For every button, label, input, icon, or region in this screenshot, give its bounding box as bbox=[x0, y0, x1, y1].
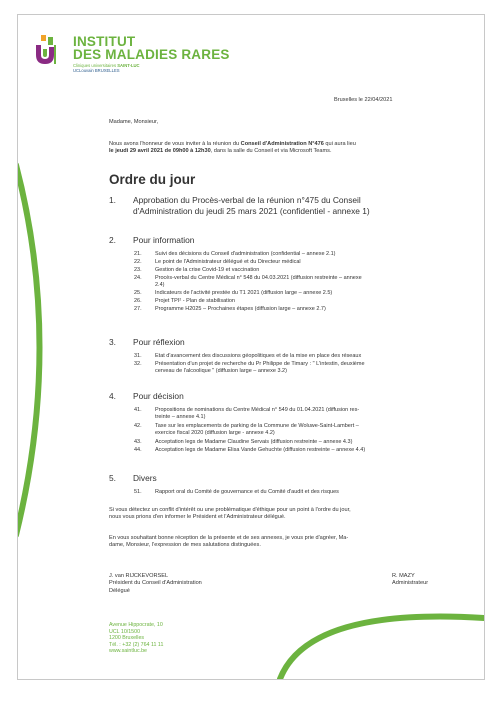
subitem-number: 23. bbox=[134, 267, 142, 273]
subitem-text bbox=[155, 489, 462, 496]
subitem-number: 25. bbox=[134, 290, 142, 296]
intro-meeting-date: le jeudi 29 avril 2021 de 09h00 à 12h30 bbox=[109, 148, 211, 155]
subitem-number: 43. bbox=[134, 439, 142, 445]
subitem-text bbox=[155, 439, 462, 446]
conflict-paragraph bbox=[109, 507, 469, 522]
subitem-number: 22. bbox=[134, 259, 142, 265]
signatory-role: Administrateur bbox=[392, 580, 429, 587]
signatory-name: R. MAZY bbox=[392, 573, 415, 579]
section-title: Pour décision bbox=[133, 391, 184, 401]
subitem-line: Suivi des décisions du Conseil d'administration (confidential – annexe 2.1) bbox=[155, 251, 336, 257]
section-title: Pour information bbox=[133, 235, 195, 245]
signatory-role: Président du Conseil d'Administration bbox=[109, 580, 202, 587]
subitem-number: 26. bbox=[134, 298, 142, 304]
signature-right bbox=[392, 573, 428, 588]
subitem-line: Rapport oral du Comité de gouvernance et du Comité d'audit et des risques bbox=[155, 489, 339, 495]
section-number: 4. bbox=[109, 391, 116, 401]
subitem-text bbox=[155, 290, 462, 297]
brand-line-1: INSTITUT bbox=[73, 34, 136, 49]
subitem-number: 44. bbox=[134, 447, 142, 453]
section-number: 5. bbox=[109, 473, 116, 483]
subitem-line: Acceptation legs de Madame Claudine Servais (diffusion restreinte – annexe 4.3) bbox=[155, 439, 353, 445]
closing-line: dame, Monsieur, l'expression de mes salutations distinguées. bbox=[109, 542, 261, 549]
closing-paragraph bbox=[109, 535, 469, 550]
intro-meeting-name: Conseil d'Administration N°476 bbox=[240, 141, 324, 147]
subitem-text bbox=[155, 353, 462, 360]
letter-page bbox=[17, 14, 485, 680]
address-line: Tél. : +32 (2) 764 11 11 bbox=[109, 641, 164, 648]
brand-affiliation: UCLouvain BRUXELLES bbox=[73, 68, 120, 73]
subitem-line: Acceptation legs de Madame Elisa Vande Gehuchte (diffusion restreinte – annexe 4.4) bbox=[155, 447, 366, 453]
salutation: Madame, Monsieur, bbox=[109, 119, 159, 125]
address-line: UCL 10/1500 bbox=[109, 628, 141, 635]
subitem-line: Procès-verbal du Centre Médical n° 548 du 04.03.2021 (diffusion restreinte – annexe bbox=[155, 275, 362, 281]
conflict-line: nous vous prions d'en informer le Président et l'Administrateur délégué. bbox=[109, 514, 286, 521]
subitem-line: exercice fiscal 2020 (diffusion large - annexe 4.2) bbox=[155, 430, 275, 436]
subitem-number: 51. bbox=[134, 489, 142, 495]
subitem-number: 42. bbox=[134, 423, 142, 429]
subitem-text bbox=[155, 298, 462, 305]
signatory-role: Délégué bbox=[109, 587, 130, 594]
intro-text-1: Nous avons l'honneur de vous inviter à la réunion du bbox=[109, 141, 241, 147]
subitem-line: Gestion de la crise Covid-19 et vaccination bbox=[155, 267, 260, 273]
institute-logo-icon bbox=[34, 35, 70, 65]
subitem-number: 41. bbox=[134, 407, 142, 413]
brand-block bbox=[73, 35, 230, 73]
subitem-text bbox=[155, 361, 462, 375]
subitem-number: 27. bbox=[134, 306, 142, 312]
subitem-line: Projet TPI² - Plan de stabilisation bbox=[155, 298, 235, 304]
agenda-item-line: Approbation du Procès-verbal de la réunion n°475 du Conseil bbox=[133, 195, 361, 205]
agenda-item-line: d'Administration du jeudi 25 mars 2021 (confidentiel - annexe 1) bbox=[133, 206, 370, 216]
address-block bbox=[109, 622, 163, 655]
agenda-item-text bbox=[133, 195, 463, 217]
section-title: Divers bbox=[133, 473, 157, 483]
signature-left bbox=[109, 573, 202, 595]
agenda-title: Ordre du jour bbox=[109, 172, 196, 187]
subitem-text bbox=[155, 407, 462, 421]
subitem-line: Le point de l'Administrateur délégué et du Directeur médical bbox=[155, 259, 301, 265]
subitem-line: Propositions de nominations du Centre Médical n° 549 du 01.04.2021 (diffusion res- bbox=[155, 407, 360, 413]
subitem-text bbox=[155, 259, 462, 266]
section-number: 2. bbox=[109, 235, 116, 245]
conflict-line: Si vous détectez un conflit d'intérêt ou une problématique d'éthique pour un point à l'ordre du jour, bbox=[109, 507, 351, 513]
subitem-line: Taxe sur les emplacements de parking de la Commune de Woluwe-Saint-Lambert – bbox=[155, 423, 359, 429]
subitem-number: 31. bbox=[134, 353, 142, 359]
subitem-number: 21. bbox=[134, 251, 142, 257]
section-title: Pour réflexion bbox=[133, 337, 185, 347]
subitem-text bbox=[155, 267, 462, 274]
subitem-text bbox=[155, 251, 462, 258]
subitem-line: 2.4) bbox=[155, 282, 165, 288]
subitem-text bbox=[155, 423, 462, 437]
signatory-name: J. van RIJCKEVORSEL bbox=[109, 573, 169, 579]
brand-subtitle-bold: SAINT-LUC bbox=[117, 63, 140, 68]
subitem-line: Indicateurs de l'activité prestée du T1 2021 (diffusion large – annexe 2.5) bbox=[155, 290, 333, 296]
place-date: Bruxelles le 22/04/2021 bbox=[334, 97, 393, 103]
intro-text-3: , dans la salle du Conseil et via Microsoft Teams. bbox=[210, 148, 332, 155]
intro-text-2: qui aura lieu bbox=[323, 141, 356, 147]
agenda-item-number: 1. bbox=[109, 195, 116, 205]
subitem-text bbox=[155, 306, 462, 313]
subitem-text bbox=[155, 447, 462, 454]
section-number: 3. bbox=[109, 337, 116, 347]
closing-line: En vous souhaitant bonne réception de la présente et de ses annexes, je vous prie d'agréer, Ma- bbox=[109, 535, 349, 541]
intro-paragraph bbox=[109, 141, 449, 156]
subitem-text bbox=[155, 275, 462, 289]
subitem-line: Présentation d'un projet de recherche du Pr Philippe de Timary : " L'intestin, deuxième bbox=[155, 361, 365, 367]
subitem-number: 32. bbox=[134, 361, 142, 367]
brand-line-2: DES MALADIES RARES bbox=[73, 47, 230, 62]
address-line: Avenue Hippocrate, 10 bbox=[109, 622, 163, 628]
address-line: 1200 Bruxelles bbox=[109, 635, 145, 641]
brand-subtitle-plain: Cliniques universitaires bbox=[73, 63, 118, 68]
subitem-line: Etat d'avancement des discussions géopolitiques et de la mise en place des réseaux bbox=[155, 353, 362, 359]
subitem-number: 24. bbox=[134, 275, 142, 281]
subitem-line: Programme H2025 – Prochaines étapes (diffusion large – annexe 2.7) bbox=[155, 306, 326, 312]
subitem-line: cerveau de l'alcoolique " (diffusion large – annexe 3.2) bbox=[155, 368, 287, 374]
address-website: www.saintluc.be bbox=[109, 648, 147, 654]
subitem-line: treinte – annexe 4.1) bbox=[155, 414, 206, 420]
